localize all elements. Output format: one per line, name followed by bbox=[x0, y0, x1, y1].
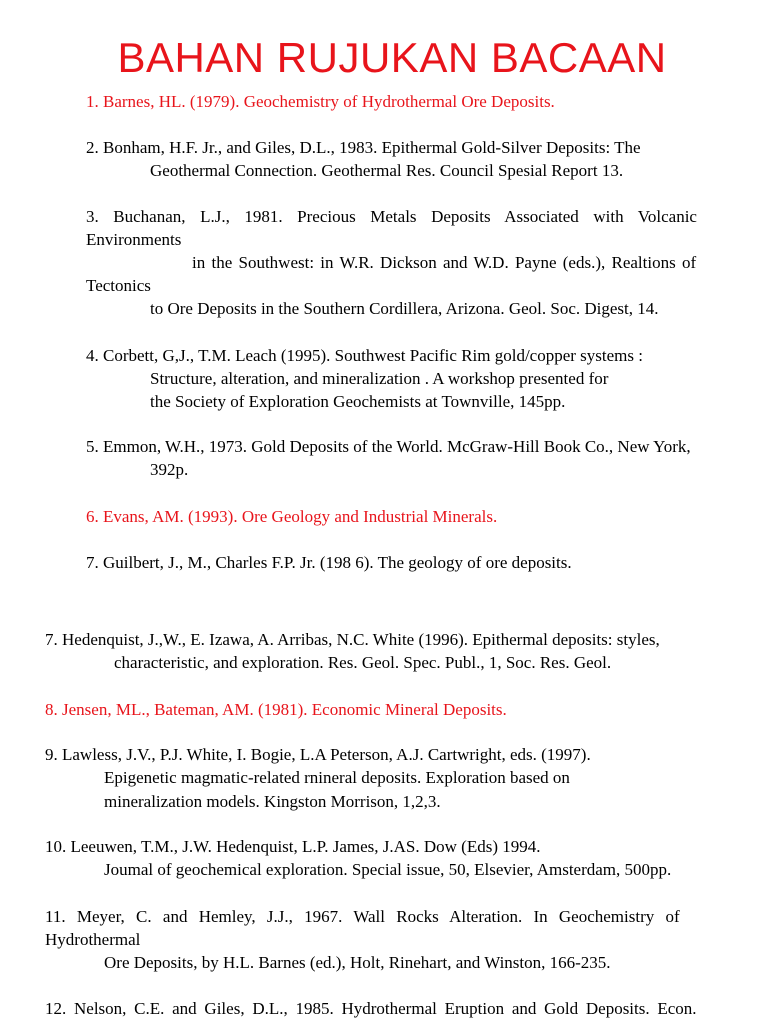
reference-3-line-4: Tectonics bbox=[86, 276, 151, 295]
reference-11-line-1: 10. Leeuwen, T.M., J.W. Hedenquist, L.P. James, J.AS. Dow (Eds) 1994. bbox=[45, 837, 541, 856]
reference-13-line-1: 12. Nelson, C.E. and Giles, D.L., 1985. Hydrothermal Eruption and Gold Deposits. Econ. bbox=[45, 999, 697, 1018]
reference-12-line-1: 11. Meyer, C. and Hemley, J.J., 1967. Wall Rocks Alteration. In Geochemistry of bbox=[45, 907, 680, 926]
reference-3-line-5: to Ore Deposits in the Southern Cordillera, Arizona. Geol. Soc. Digest, 14. bbox=[150, 299, 659, 318]
reference-6-line-1: 6. Evans, AM. (1993). Ore Geology and Industrial Minerals. bbox=[86, 507, 498, 526]
reference-10-line-1: 9. Lawless, J.V., P.J. White, I. Bogie, L.A Peterson, A.J. Cartwright, eds. (1997). bbox=[45, 745, 591, 764]
reference-12-line-2: Hydrothermal bbox=[45, 930, 141, 949]
page-title: BAHAN RUJUKAN BACAAN bbox=[117, 34, 667, 81]
reference-8-line-2: characteristic, and exploration. Res. Geol. Spec. Publ., 1, Soc. Res. Geol. bbox=[114, 653, 612, 672]
reference-7-line-1: 7. Guilbert, J., M., Charles F.P. Jr. (198 6). The geology of ore deposits. bbox=[86, 553, 572, 572]
reference-4-line-1: 4. Corbett, G,J., T.M. Leach (1995). Southwest Pacific Rim gold/copper systems : bbox=[86, 346, 643, 365]
reference-11-line-2: Joumal of geochemical exploration. Special issue, 50, Elsevier, Amsterdam, 500pp. bbox=[104, 860, 672, 879]
reference-4-line-3: the Society of Exploration Geochemists at Townville, 145pp. bbox=[150, 392, 566, 411]
reference-5-line-1: 5. Emmon, W.H., 1973. Gold Deposits of the World. McGraw-Hill Book Co., New York, bbox=[86, 437, 691, 456]
reference-1-line-1: 1. Barnes, HL. (1979). Geochemistry of Hydrothermal Ore Deposits. bbox=[86, 92, 555, 111]
reference-10-line-3: mineralization models. Kingston Morrison, 1,2,3. bbox=[104, 792, 441, 811]
reference-3-line-3: in the Southwest: in W.R. Dickson and W.D. Payne (eds.), Realtions of bbox=[192, 253, 697, 272]
reference-5-line-2: 392p. bbox=[150, 460, 189, 479]
reference-2-line-1: 2. Bonham, H.F. Jr., and Giles, D.L., 1983. Epithermal Gold-Silver Deposits: The bbox=[86, 138, 641, 157]
reference-4-line-2: Structure, alteration, and mineralization . A workshop presented for bbox=[150, 369, 609, 388]
reference-3-line-1: 3. Buchanan, L.J., 1981. Precious Metals Deposits Associated with Volcanic bbox=[86, 207, 697, 226]
reference-9-line-1: 8. Jensen, ML., Bateman, AM. (1981). Economic Mineral Deposits. bbox=[45, 700, 507, 719]
reference-8-line-1: 7. Hedenquist, J.,W., E. Izawa, A. Arribas, N.C. White (1996). Epithermal deposits: styles, bbox=[45, 630, 660, 649]
reference-3-line-2: Environments bbox=[86, 230, 182, 249]
reference-10-line-2: Epigenetic magmatic-related rnineral deposits. Exploration based on bbox=[104, 768, 570, 787]
reference-2-line-2: Geothermal Connection. Geothermal Res. Council Spesial Report 13. bbox=[150, 161, 624, 180]
reference-12-line-3: Ore Deposits, by H.L. Barnes (ed.), Holt, Rinehart, and Winston, 166-235. bbox=[104, 953, 611, 972]
